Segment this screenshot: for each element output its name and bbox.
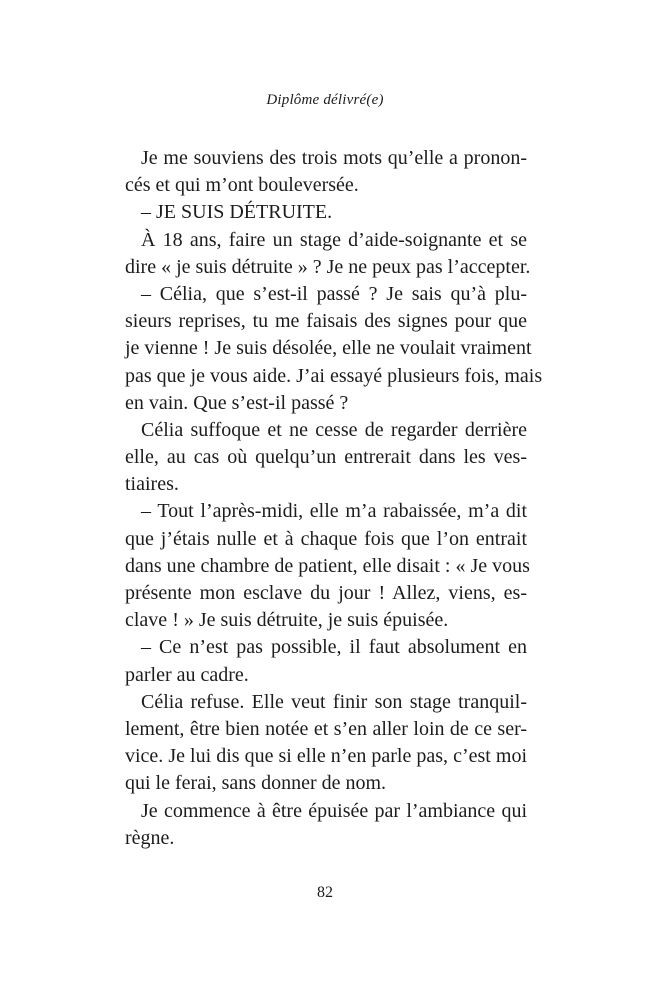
text-line: cés et qui m’ont bouleversée. (125, 174, 359, 197)
text-line: règne. (125, 826, 175, 849)
text-line: pas que je vous aide. J’ai essayé plusieurs fois, mais (125, 364, 543, 387)
text-line: présente mon esclave du jour ! Allez, viens, es- (125, 582, 527, 604)
text-line: en vain. Que s’est-il passé ? (125, 391, 349, 414)
text-line: – Ce n’est pas possible, il faut absolument en (141, 636, 527, 659)
text-line: Célia refuse. Elle veut finir son stage tranquil- (141, 690, 527, 713)
page-number: 82 (317, 884, 333, 901)
text-line: Célia suffoque et ne cesse de regarder derrière (141, 418, 527, 441)
text-line: dire « je suis détruite » ? Je ne peux pas l’accepter. (125, 255, 531, 278)
text-line: – Célia, que s’est-il passé ? Je sais qu’à plu- (141, 282, 527, 305)
running-header: Diplôme délivré(e) (266, 92, 384, 108)
text-line: elle, au cas où quelqu’un entrerait dans les ves- (125, 446, 527, 469)
text-line: dans une chambre de patient, elle disait : « Je vous (125, 554, 530, 577)
text-line: À 18 ans, faire un stage d’aide-soignante et se (141, 228, 527, 251)
text-line: je vienne ! Je suis désolée, elle ne voulait vraiment (125, 337, 532, 360)
text-line: sieurs reprises, tu me faisais des signes pour que (125, 310, 527, 333)
text-line: parler au cadre. (125, 663, 249, 686)
text-line: tiaires. (125, 473, 179, 496)
text-line: Je commence à être épuisée par l’ambiance qui (141, 799, 527, 822)
text-line: Je me souviens des trois mots qu’elle a pronon- (141, 147, 527, 169)
body-text (125, 145, 543, 852)
text-line: vice. Je lui dis que si elle n’en parle pas, c’est moi (125, 745, 527, 768)
text-line: que j’étais nulle et à chaque fois que l’on entrait (125, 527, 527, 550)
text-line: lement, être bien notée et s’en aller loin de ce ser- (125, 717, 527, 740)
text-line: – JE SUIS DÉTRUITE. (141, 201, 333, 224)
text-line: – Tout l’après-midi, elle m’a rabaissée, m’a dit (141, 500, 527, 523)
text-line: qui le ferai, sans donner de nom. (125, 772, 387, 795)
text-line: clave ! » Je suis détruite, je suis épuisée. (125, 609, 449, 632)
